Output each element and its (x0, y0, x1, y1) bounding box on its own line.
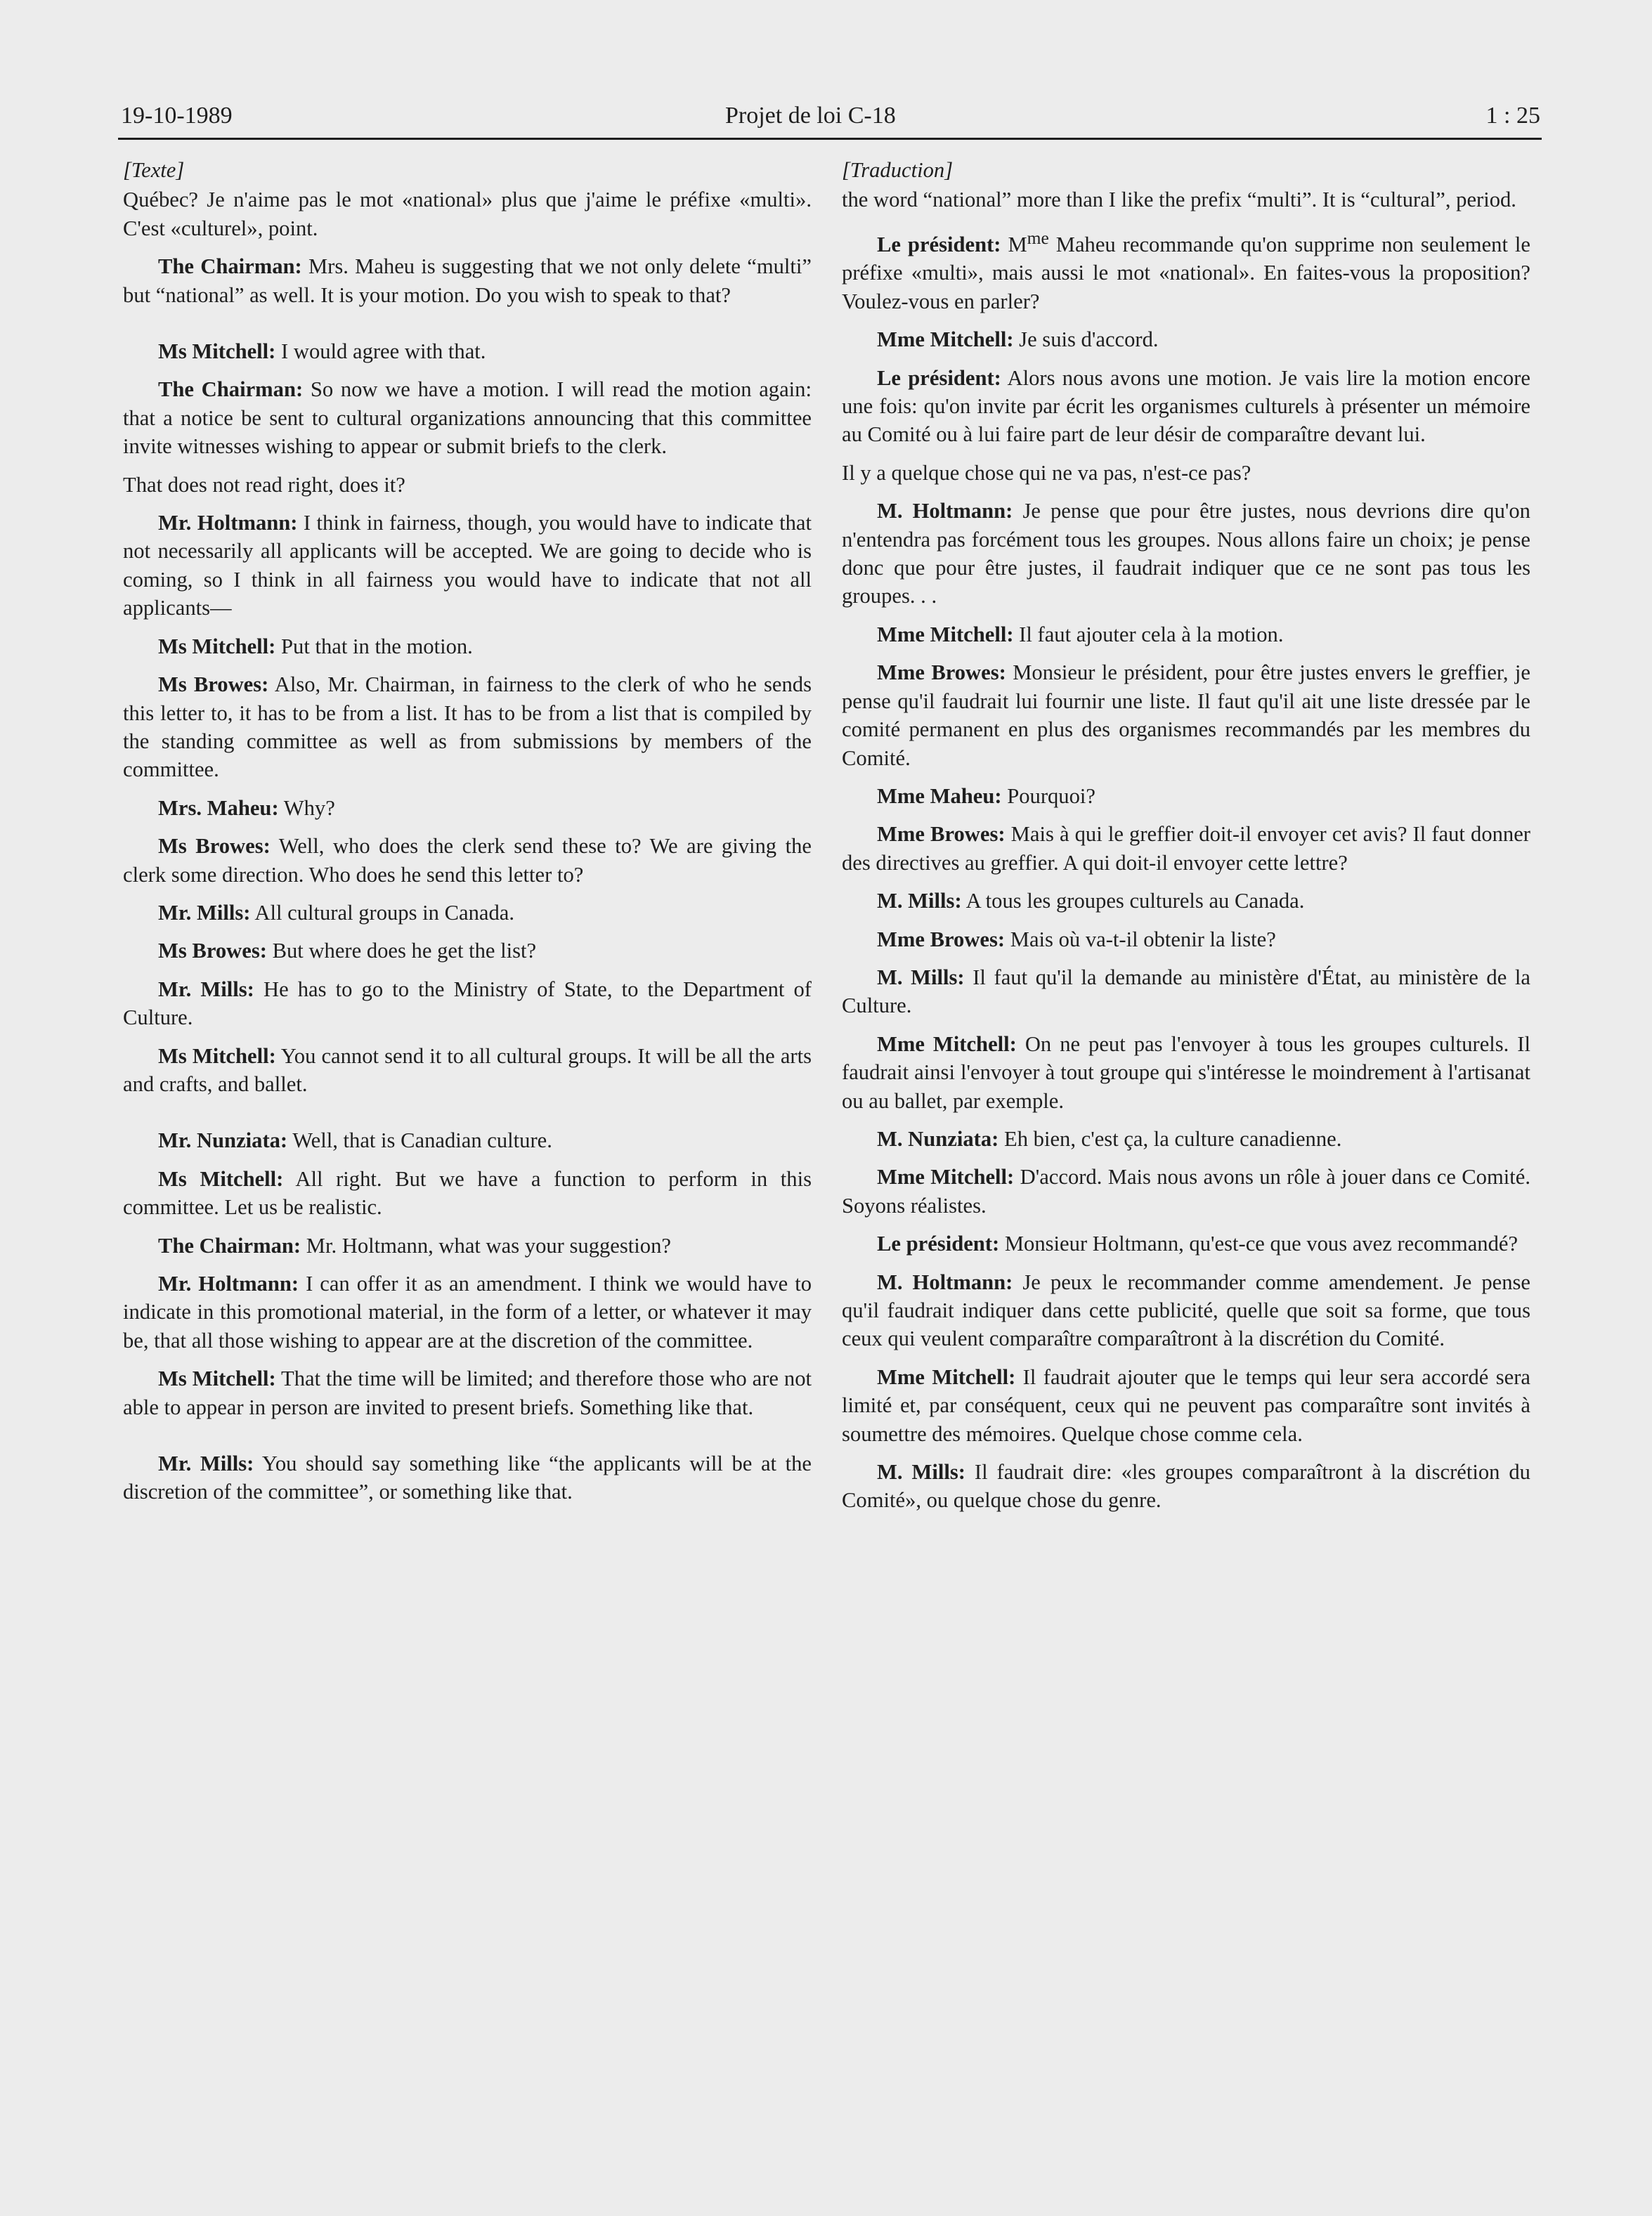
speaker: Mr. Mills: (158, 1452, 254, 1476)
paragraph (842, 1268, 1530, 1353)
header-date: 19-10-1989 (121, 103, 233, 129)
paragraph (842, 620, 1530, 648)
speaker: Mme Browes: (877, 927, 1006, 951)
paragraph (842, 658, 1530, 772)
speech: All right. But we have a function to perform in this committee. Let us be realistic. (123, 1166, 812, 1220)
speech: Also, Mr. Chairman, in fairness to the clerk of who he sends this letter to, it has to be from a list. It has to be from a list that is compiled by the standing committee as well as from submissions by members of the committee. (123, 672, 812, 782)
paragraph (842, 1030, 1530, 1115)
paragraph (123, 1165, 812, 1222)
paragraph (842, 224, 1530, 315)
speaker: Mme Mitchell: (877, 622, 1014, 646)
speech: Il faudrait ajouter que le temps qui leur sera accordé sera limité et, par conséquent, ceux qui ne peuvent pas comparaître sont invités à soumettre des mémoires. Quelque chose comme cela. (842, 1364, 1530, 1446)
speaker: Ms Mitchell: (158, 1043, 276, 1068)
english-column (123, 156, 812, 1516)
speech: Il faut qu'il la demande au ministère d'État, au ministère de la Culture. (842, 965, 1530, 1018)
speech: I think in fairness, though, you would have to indicate that not necessarily all applicants will be accepted. We are going to decide who is coming, so I think in all fairness you would have to indicate that not all applicants— (123, 511, 812, 620)
speaker: M. Holtmann: (877, 499, 1013, 523)
speaker: Mme Mitchell: (877, 327, 1014, 352)
section-tag: [Texte] (123, 158, 185, 182)
paragraph (123, 1270, 812, 1355)
speech: A tous les groupes culturels au Canada. (965, 889, 1305, 913)
paragraph (842, 1125, 1530, 1153)
speech: Mais où va-t-il obtenir la liste? (1010, 927, 1276, 951)
speaker: Mme Browes: (877, 822, 1006, 847)
speech: You should say something like “the applicants will be at the discretion of the committee”, or something like that. (123, 1452, 812, 1504)
paragraph (842, 364, 1530, 449)
speech: Il faut ajouter cela à la motion. (1019, 622, 1284, 646)
paragraph (123, 375, 812, 460)
paragraph (123, 337, 812, 365)
speaker: The Chairman: (158, 254, 302, 279)
speaker: Ms Browes: (158, 834, 271, 859)
paragraph (842, 820, 1530, 877)
speaker: Mr. Mills: (158, 977, 254, 1001)
speech: Je peux le recommander comme amendement. Je pense qu'il faudrait indiquer dans cette publicité, quelle que soit sa forme, que tous ceux qui veulent comparaître comparaîtront à la discrétion du Comité. (842, 1270, 1530, 1351)
paragraph (123, 509, 812, 623)
speech: So now we have a motion. I will read the motion again: that a notice be sent to cultural organizations announcing that this committee invite witnesses wishing to appear or submit briefs to the clerk. (123, 377, 812, 459)
paragraph (123, 1126, 812, 1154)
speech: On ne peut pas l'envoyer à tous les groupes culturels. Il faudrait ainsi l'envoyer à tout groupe qui s'intéresse le moindrement à l'artisanat ou au ballet, par exemple. (842, 1031, 1530, 1113)
paragraph: Il y a quelque chose qui ne va pas, n'est-ce pas? (842, 460, 1251, 485)
speaker: Le président: (877, 233, 1001, 256)
speech: Well, who does the clerk send these to? We are giving the clerk some direction. Who does he send this letter to? (123, 834, 812, 887)
paragraph (842, 1163, 1530, 1220)
speaker: M. Mills: (877, 965, 965, 989)
speaker: M. Mills: (877, 1460, 965, 1485)
speaker: Le président: (877, 1232, 1000, 1256)
speech: All cultural groups in Canada. (254, 900, 514, 925)
paragraph (123, 832, 812, 889)
paragraph (123, 632, 812, 660)
paragraph (842, 782, 1530, 810)
french-column (842, 156, 1530, 1525)
header-page-number: 1 : 25 (1485, 103, 1540, 129)
paragraph: That does not read right, does it? (123, 472, 405, 497)
header-title: Projet de loi C-18 (725, 103, 896, 129)
speech: Mrs. Maheu is suggesting that we not only delete “multi” but “national” as well. It is your motion. Do you wish to speak to that? (123, 254, 812, 307)
paragraph (842, 925, 1530, 953)
speech-prefix: M (1008, 233, 1027, 256)
speaker: Mme Mitchell: (877, 1165, 1015, 1190)
speech: Maheu recommande qu'on supprime non seulement le préfixe «multi», mais aussi le mot «national». En faites-vous la proposition? Voulez-vous en parler? (842, 233, 1530, 313)
speech: Put that in the motion. (281, 634, 473, 658)
paragraph (123, 1042, 812, 1099)
speech: Alors nous avons une motion. Je vais lire la motion encore une fois: qu'on invite par écrit les organismes culturels à présenter un mémoire au Comité ou à lui faire part de leur désir de comparaître devant lui. (842, 365, 1531, 447)
paragraph (123, 899, 812, 927)
speaker: Mr. Holtmann: (158, 1272, 299, 1296)
paragraph (842, 1363, 1530, 1448)
speech: D'accord. Mais nous avons un rôle à jouer dans ce Comité. Soyons réalistes. (842, 1165, 1530, 1218)
speech: Why? (283, 795, 335, 820)
speaker: Le président: (877, 365, 1001, 390)
paragraph (123, 252, 812, 309)
speaker: M. Holtmann: (877, 1270, 1013, 1294)
speech: Il faudrait dire: «les groupes comparaîtront à la discrétion du Comité», ou quelque chose du genre. (842, 1460, 1530, 1513)
speaker: The Chairman: (158, 377, 304, 402)
speaker: Ms Mitchell: (158, 1166, 284, 1191)
speech: Mais à qui le greffier doit-il envoyer cet avis? Il faut donner des directives au greffier. A qui doit-il envoyer cette lettre? (842, 822, 1530, 875)
paragraph: Québec? Je n'aime pas le mot «national» plus que j'aime le préfixe «multi». C'est «culturel», point. (123, 188, 812, 240)
paragraph (123, 794, 812, 822)
speech: But where does he get the list? (272, 939, 537, 963)
speaker: Mme Mitchell: (877, 1364, 1016, 1389)
speaker: Ms Browes: (158, 939, 267, 963)
speaker: Mr. Mills: (158, 900, 251, 925)
speech: I would agree with that. (281, 339, 486, 364)
paragraph (842, 1458, 1530, 1515)
speaker: Mme Maheu: (877, 783, 1002, 808)
header-rule (118, 138, 1542, 140)
paragraph (123, 670, 812, 784)
speaker: The Chairman: (158, 1233, 301, 1258)
speaker: Mr. Holtmann: (158, 511, 298, 535)
speaker: Ms Mitchell: (158, 1367, 276, 1391)
speaker: Mme Mitchell: (877, 1031, 1017, 1056)
speaker: Ms Mitchell: (158, 634, 276, 658)
speech: Eh bien, c'est ça, la culture canadienne. (1004, 1126, 1342, 1151)
paragraph (842, 1230, 1530, 1258)
speech: You cannot send it to all cultural groups. It will be all the arts and crafts, and ballet. (123, 1043, 812, 1096)
paragraph (123, 1449, 812, 1506)
paragraph (123, 1364, 812, 1421)
speech: Monsieur le président, pour être justes envers le greffier, je pense qu'il faudrait lui fournir une liste. Il faut qu'il ait une liste dressée par le comité permanent en plus des organismes recommandés par les membres du Comité. (842, 660, 1530, 770)
speech: Je suis d'accord. (1019, 327, 1159, 352)
speech: Mr. Holtmann, what was your suggestion? (306, 1233, 671, 1258)
speech: Pourquoi? (1007, 783, 1095, 808)
speaker: M. Nunziata: (877, 1126, 999, 1151)
paragraph: the word “national” more than I like the prefix “multi”. It is “cultural”, period. (842, 188, 1516, 212)
speaker: M. Mills: (877, 889, 962, 913)
speech: Je pense que pour être justes, nous devrions dire qu'on n'entendra pas forcément tous les groupes. Nous allons faire un choix; je pense donc que pour être justes, il faudrait indiquer que ce ne sont pas tous les groupes. . . (842, 499, 1530, 608)
paragraph (842, 887, 1530, 915)
paragraph (123, 1232, 812, 1260)
speaker: Mme Browes: (877, 660, 1006, 685)
speech: Monsieur Holtmann, qu'est-ce que vous avez recommandé? (1004, 1232, 1518, 1256)
page-header (121, 98, 1540, 141)
speaker: Mr. Nunziata: (158, 1128, 288, 1153)
superscript: me (1027, 227, 1049, 248)
section-tag: [Traduction] (842, 158, 954, 182)
speaker: Ms Browes: (158, 672, 269, 697)
paragraph (842, 325, 1530, 353)
paragraph (842, 497, 1530, 611)
paragraph (842, 963, 1530, 1020)
speech: He has to go to the Ministry of State, to the Department of Culture. (123, 977, 812, 1030)
speaker: Ms Mitchell: (158, 339, 276, 364)
paragraph (123, 975, 812, 1032)
speech: Well, that is Canadian culture. (292, 1128, 552, 1153)
speech: That the time will be limited; and therefore those who are not able to appear in person are invited to present briefs. Something like that. (123, 1367, 812, 1419)
speaker: Mrs. Maheu: (158, 795, 279, 820)
speech: I can offer it as an amendment. I think we would have to indicate in this promotional material, in the form of a letter, or whatever it may be, that all those wishing to appear are at the discretion of the committee. (123, 1272, 812, 1353)
paragraph (123, 937, 812, 965)
